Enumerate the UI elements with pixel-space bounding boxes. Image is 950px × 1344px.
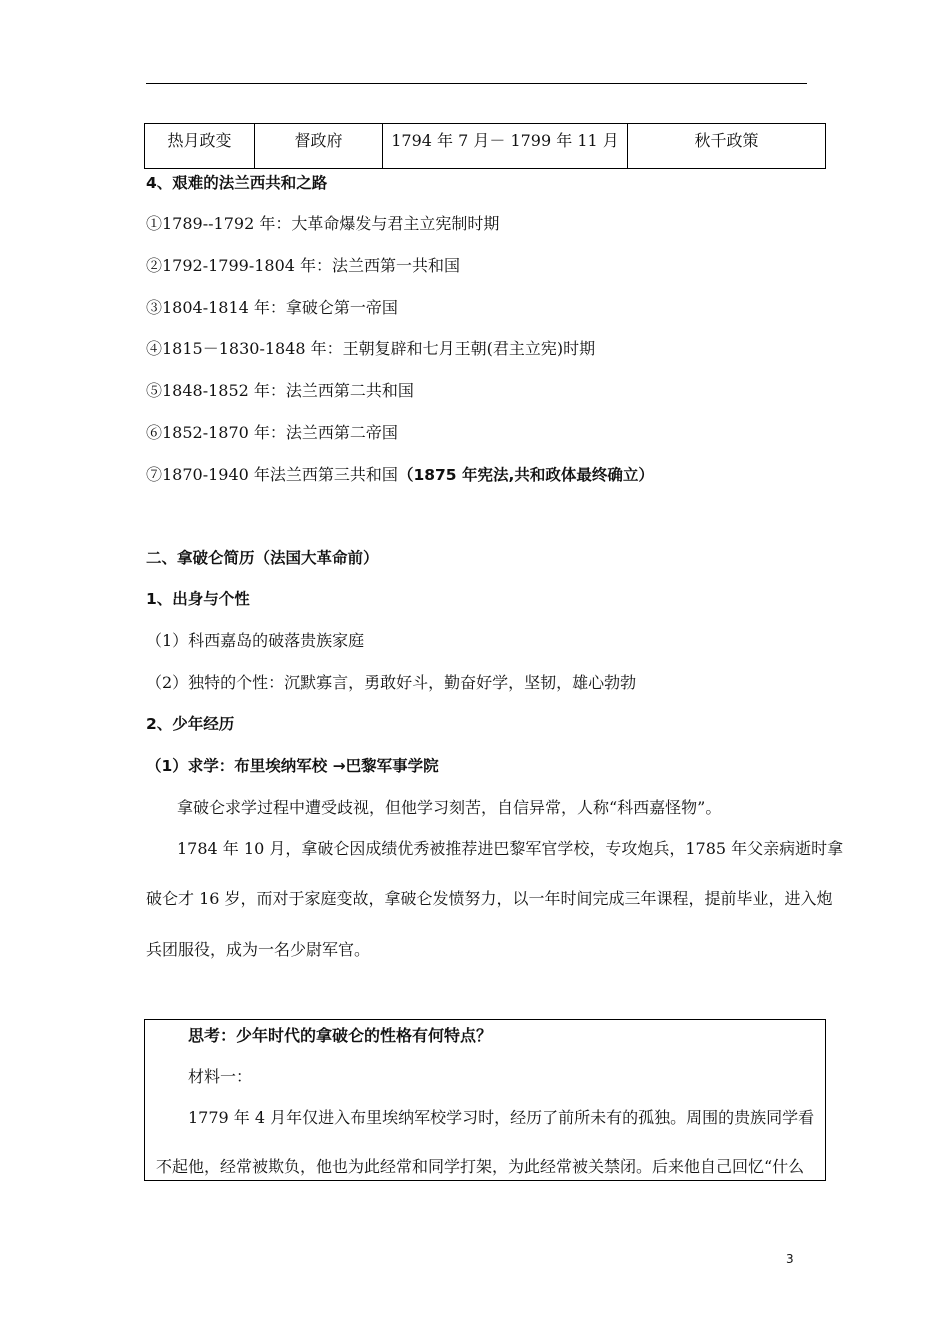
page-number: 3: [786, 1252, 794, 1266]
list-item: （1）科西嘉岛的破落贵族家庭: [146, 631, 365, 650]
paragraph-line: 1784 年 10 月，拿破仑因成绩优秀被推荐进巴黎军官学校，专攻炮兵，1785 年父亲病逝时拿: [177, 839, 844, 858]
part2-heading: 二、拿破仑简历（法国大革命前）: [146, 549, 379, 567]
table-cell: 热月政变: [145, 124, 255, 169]
table-cell: 督政府: [255, 124, 383, 169]
list-item-emphasis: （1875 年宪法,共和政体最终确立）: [397, 466, 654, 484]
list-item: ④1815－1830-1848 年：王朝复辟和七月王朝(君主立宪)时期: [146, 339, 596, 358]
material-line: 不起他，经常被欺负，他也为此经常和同学打架，为此经常被关禁闭。后来他自己回忆“什么: [156, 1157, 805, 1176]
list-item: ①1789--1792 年：大革命爆发与君主立宪制时期: [146, 214, 500, 233]
list-item: （2）独特的个性：沉默寡言，勇敢好斗，勤奋好学，坚韧，雄心勃勃: [146, 673, 637, 692]
paragraph-line: 兵团服役，成为一名少尉军官。: [146, 940, 371, 959]
list-item: ⑥1852-1870 年：法兰西第二帝国: [146, 423, 398, 442]
table-cell: 秋千政策: [628, 124, 826, 169]
material-line: 1779 年 4 月年仅进入布里埃纳军校学习时，经历了前所未有的孤独。周围的贵族同学看: [188, 1108, 815, 1127]
sub2-item: （1）求学：布里埃纳军校 →巴黎军事学院: [146, 757, 439, 775]
paragraph-line: 破仑才 16 岁，而对于家庭变故，拿破仑发愤努力，以一年时间完成三年课程，提前毕业，进入炮: [146, 889, 833, 908]
paragraph: 拿破仑求学过程中遭受歧视，但他学习刻苦，自信异常，人称“科西嘉怪物”。: [177, 798, 722, 817]
think-question: 思考：少年时代的拿破仑的性格有何特点？: [188, 1026, 493, 1045]
section4-heading: 4、艰难的法兰西共和之路: [146, 174, 328, 192]
think-box: [144, 1019, 826, 1181]
table-row: [145, 124, 826, 169]
sub2-heading: 2、少年经历: [146, 715, 235, 733]
table-cell: 1794 年 7 月－ 1799 年 11 月: [383, 124, 628, 169]
sub1-heading: 1、出身与个性: [146, 590, 250, 608]
list-item: ③1804-1814 年：拿破仑第一帝国: [146, 298, 398, 317]
material-label: 材料一：: [188, 1067, 253, 1086]
list-item: [146, 465, 654, 485]
list-item-text: ⑦1870-1940 年法兰西第三共和国: [146, 465, 398, 484]
regime-table: [144, 123, 826, 169]
list-item: ⑤1848-1852 年：法兰西第二共和国: [146, 381, 414, 400]
list-item: ②1792-1799-1804 年：法兰西第一共和国: [146, 256, 461, 275]
header-rule: [146, 83, 807, 84]
